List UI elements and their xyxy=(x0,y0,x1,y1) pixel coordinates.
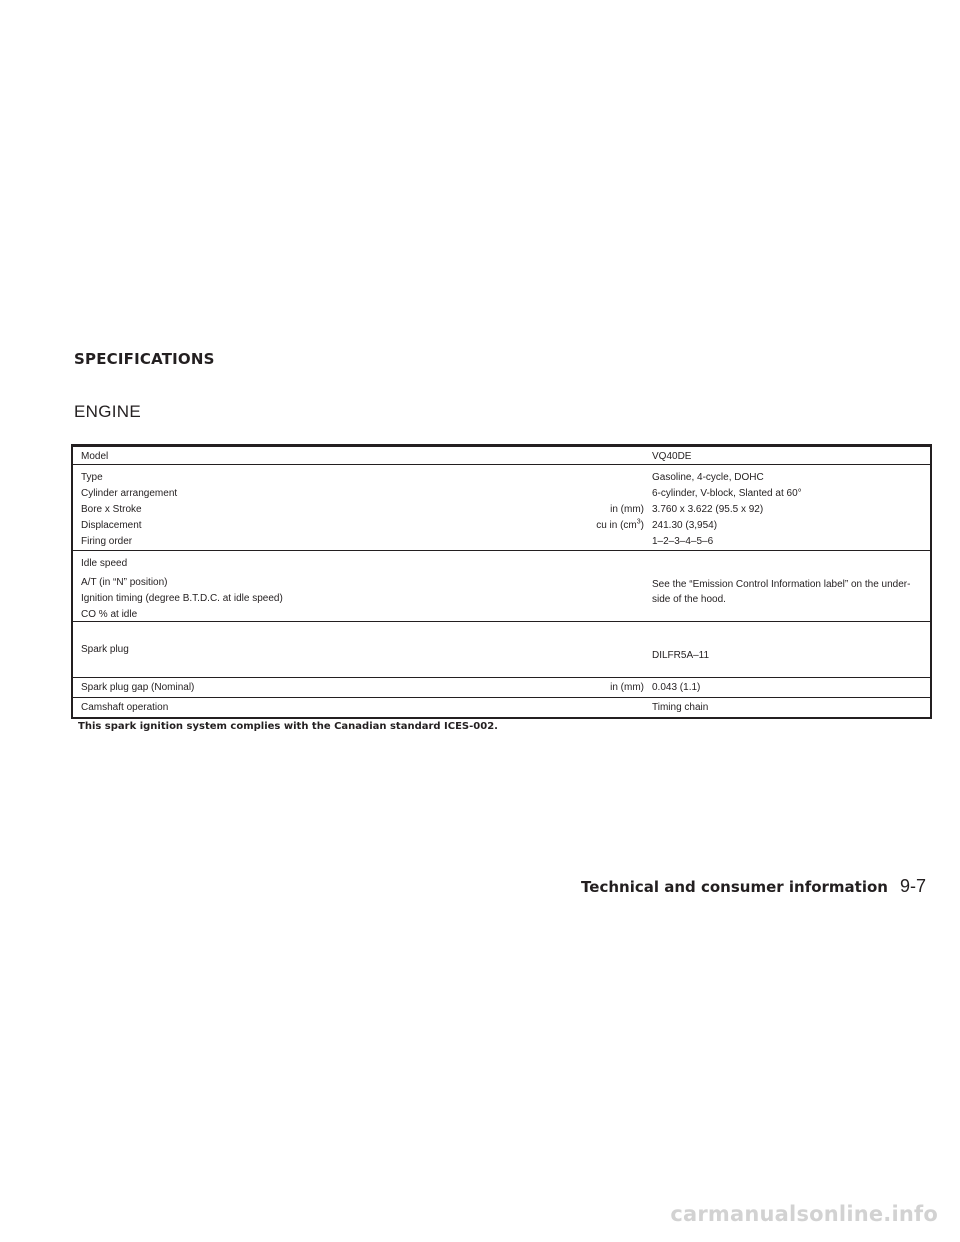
page-footer xyxy=(581,876,926,897)
firing-order-label: Firing order xyxy=(81,536,133,547)
camshaft-label: Camshaft operation xyxy=(81,702,169,713)
table-row xyxy=(73,648,930,664)
table-row xyxy=(73,449,930,465)
cylinder-value: 6-cylinder, V-block, Slanted at 60° xyxy=(652,488,802,499)
bore-unit: in (mm) xyxy=(610,504,644,515)
gap-label: Spark plug gap (Nominal) xyxy=(81,682,195,693)
footer-section-title: Technical and consumer information xyxy=(581,878,888,896)
co-label: CO % at idle xyxy=(81,609,138,620)
displacement-unit: cu in $(cm^3)$ xyxy=(596,518,644,531)
table-group-gap xyxy=(73,677,930,698)
spark-plug-label: Spark plug xyxy=(81,644,129,655)
firing-order-value: 1–2–3–4–5–6 xyxy=(652,536,714,547)
bore-value: 3.760 x 3.622 (95.5 x 92) xyxy=(652,504,764,515)
section-title: SPECIFICATIONS xyxy=(74,350,215,368)
table-row xyxy=(73,700,930,716)
table-row xyxy=(73,518,930,534)
cylinder-label: Cylinder arrangement xyxy=(81,488,178,499)
displacement-label: Displacement xyxy=(81,520,142,531)
page-number: 9-7 xyxy=(899,876,926,896)
at-label: A/T (in “N” position) xyxy=(81,577,168,588)
type-label: Type xyxy=(81,472,103,483)
displacement-value: 241.30 (3,954) xyxy=(652,520,718,531)
idle-speed-label: Idle speed xyxy=(81,558,128,569)
watermark: carmanualsonline.info xyxy=(670,1202,938,1226)
gap-unit: in (mm) xyxy=(610,682,644,693)
table-group-basic xyxy=(73,464,930,551)
compliance-note: This spark ignition system complies with the Canadian standard ICES-002. xyxy=(78,721,498,732)
table-row xyxy=(73,534,930,550)
type-value: Gasoline, 4-cycle, DOHC xyxy=(652,472,764,483)
table-row xyxy=(73,556,930,572)
table-group-camshaft xyxy=(73,697,930,718)
gap-value: 0.043 (1.1) xyxy=(652,682,701,693)
model-label: Model xyxy=(81,451,109,462)
table-row xyxy=(73,470,930,486)
model-value: VQ40DE xyxy=(652,451,692,462)
camshaft-value: Timing chain xyxy=(652,702,709,713)
table-row xyxy=(73,680,930,696)
bore-label: Bore x Stroke xyxy=(81,504,142,515)
engine-spec-table xyxy=(71,444,932,719)
table-row xyxy=(73,502,930,518)
table-group-idle xyxy=(73,550,930,622)
subsection-title: ENGINE xyxy=(74,402,141,421)
emission-note-value: See the “Emission Control Information label” on the under-side of the hood. xyxy=(652,579,911,605)
spark-plug-value: DILFR5A–11 xyxy=(652,650,710,661)
ignition-timing-label: Ignition timing (degree B.T.D.C. at idle speed) xyxy=(81,593,283,604)
table-row xyxy=(73,486,930,502)
table-group-spark-plug xyxy=(73,621,930,678)
table-group-model xyxy=(73,447,930,464)
